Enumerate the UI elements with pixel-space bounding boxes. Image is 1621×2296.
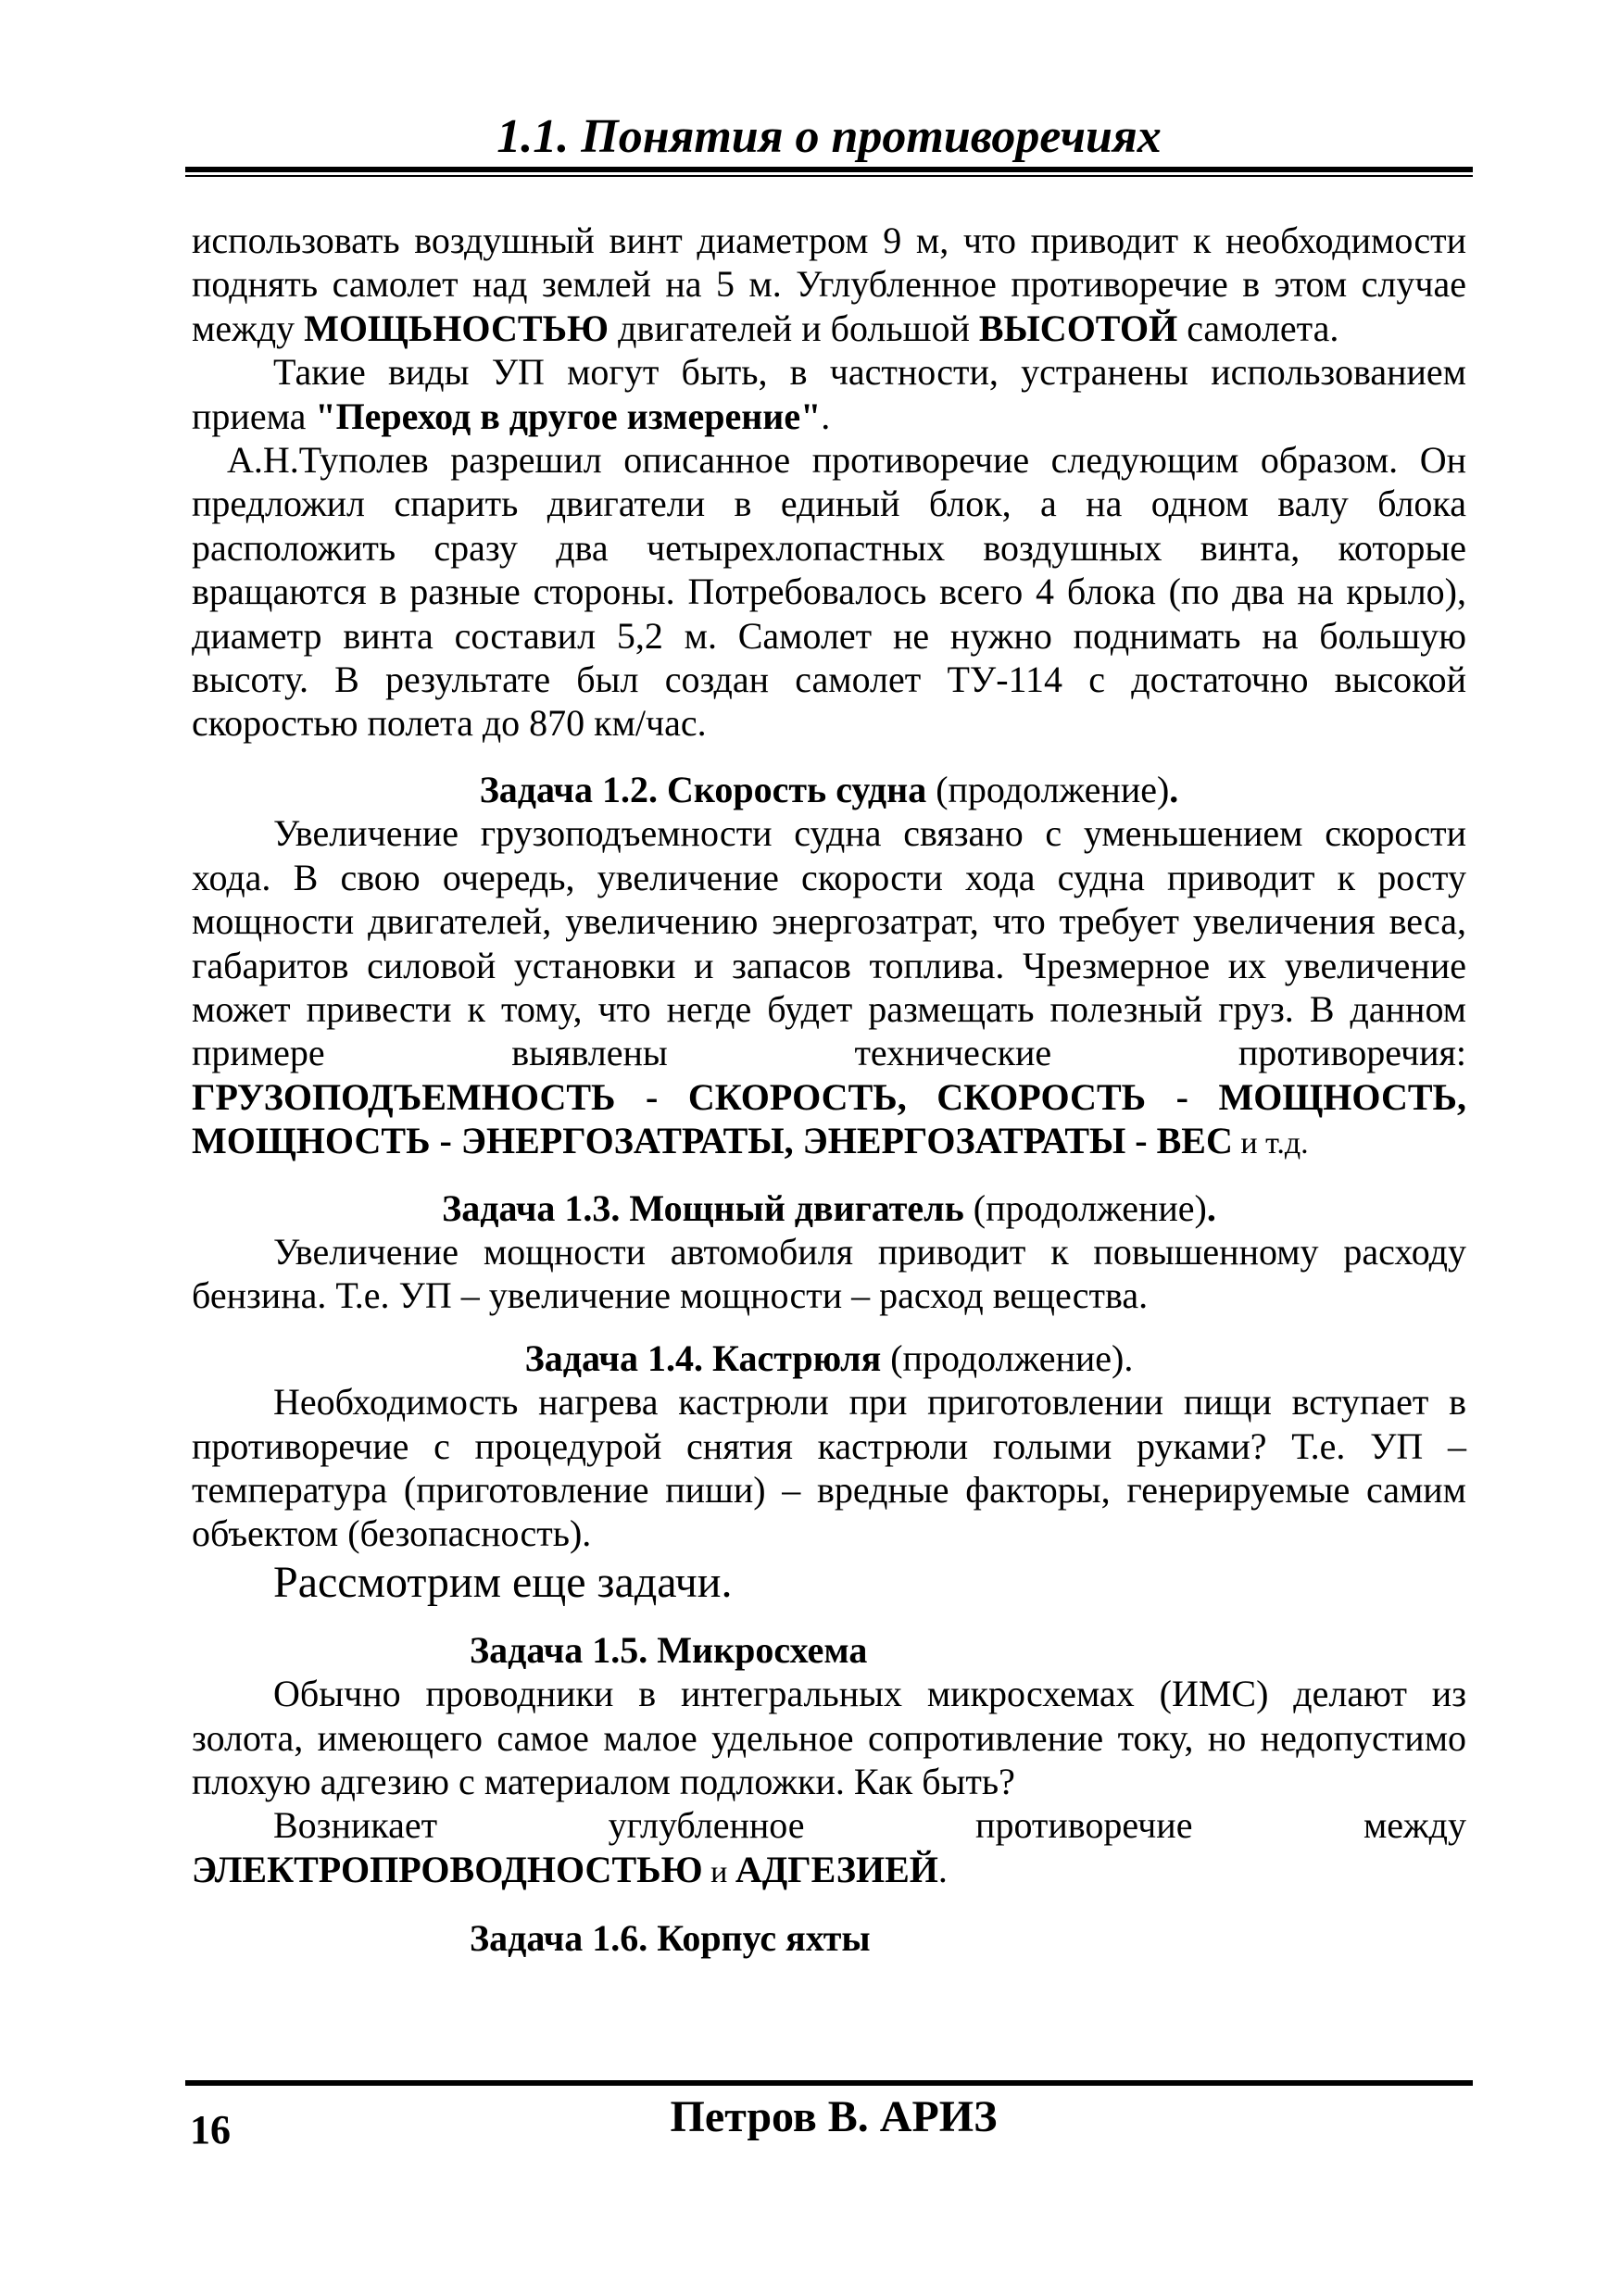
page-number: 16 [190, 2107, 231, 2152]
paragraph-dimension-method: Такие виды УП могут быть, в частности, устранены использованием приема "Переход в другое измерение". [192, 351, 1466, 437]
term-power: МОЩЬНОСТЬЮ [304, 307, 609, 349]
term-height: ВЫСОТОЙ [978, 307, 1178, 349]
running-header-title: 1.1. Понятия о противоречиях [496, 110, 1162, 163]
task-1-3-heading: Задача 1.3. Мощный двигатель (продолжение). [442, 1186, 1216, 1229]
page-body [192, 219, 1466, 1961]
method-name: "Переход в другое измерение" [315, 395, 822, 437]
task-1-2-text: Увеличение грузоподъемности судна связано с уменьшением скорости хода. В свою очередь, увеличение скорости хода судна приводит к росту мощности двигателей, увеличению энергозатрат, что требует увеличения веса, габаритов силовой установки и запасов топлива. Чрезмерное их увеличение может привести к тому, что негде будет размещать полезный груз. В данном примере выявлены технические противоречия: [192, 812, 1466, 1074]
task-1-2-contradictions-line2: МОЩНОСТЬ - ЭНЕРГОЗАТРАТЫ, ЭНЕРГОЗАТРАТЫ - ВЕС и т.д. [192, 1120, 1309, 1162]
task-1-5-text: Обычно проводники в интегральных микросхемах (ИМС) делают из золота, имеющего самое малое удельное сопротивление току, но недопустимо плохую адгезию с материалом подложки. Как быть? [192, 1673, 1466, 1802]
task-1-5-contradiction-intro: Возникает углубленное противоречие между [273, 1804, 1466, 1847]
paragraph-tupolev: А.Н.Туполев разрешил описанное противоречие следующим образом. Он предложил спарить двигатели в единый блок, а на одном валу блока расположить сразу два четырехлопастных воздушных винта, которые вращаются в разные стороны. Потребовалось всего 4 блока (по два на крыло), диаметр винта составил 5,2 м. Самолет не нужно поднимать на большую высоту. В результате был создан самолет ТУ-114 с достаточно высокой скоростью полета до 870 км/час. [192, 439, 1466, 745]
task-1-4-heading: Задача 1.4. Кастрюля (продолжение). [524, 1336, 1134, 1379]
footer-rule [185, 2080, 1473, 2086]
task-1-5-heading: Задача 1.5. Микросхема [470, 1628, 868, 1671]
task-1-2-contradictions-line1: ГРУЗОПОДЪЕМНОСТЬ - СКОРОСТЬ, СКОРОСТЬ - МОЩНОСТЬ, [192, 1075, 1466, 1118]
paragraph-motor-power: использовать воздушный винт диаметром 9 м, что приводит к необходимости поднять самолет над землей на 5 м. Углубленное противоречие в этом случае между МОЩЬНОСТЬЮ двигателей и большой ВЫСОТОЙ самолета. [192, 220, 1466, 349]
task-1-6-heading: Задача 1.6. Корпус яхты [470, 1917, 871, 1960]
header-rule-thick [185, 167, 1473, 172]
more-tasks-heading: Рассмотрим еще задачи. [273, 1557, 733, 1607]
task-1-2-heading: Задача 1.2. Скорость судна (продолжение). [479, 768, 1179, 810]
task-1-4-text: Необходимость нагрева кастрюли при приготовлении пищи вступает в противоречие с процедурой снятия кастрюли голыми руками? Т.е. УП – температура (приготовление пиши) – вредные факторы, генерируемые самим объектом (безопасность). [192, 1381, 1466, 1555]
task-1-5-contradiction-terms: ЭЛЕКТРОПРОВОДНОСТЬЮ и АДГЕЗИЕЙ. [192, 1848, 948, 1890]
footer-author: Петров В. АРИЗ [670, 2092, 998, 2141]
task-1-3-text: Увеличение мощности автомобиля приводит к повышенному расходу бензина. Т.е. УП – увеличение мощности – расход вещества. [192, 1230, 1466, 1317]
header-rule-thin [185, 175, 1473, 177]
